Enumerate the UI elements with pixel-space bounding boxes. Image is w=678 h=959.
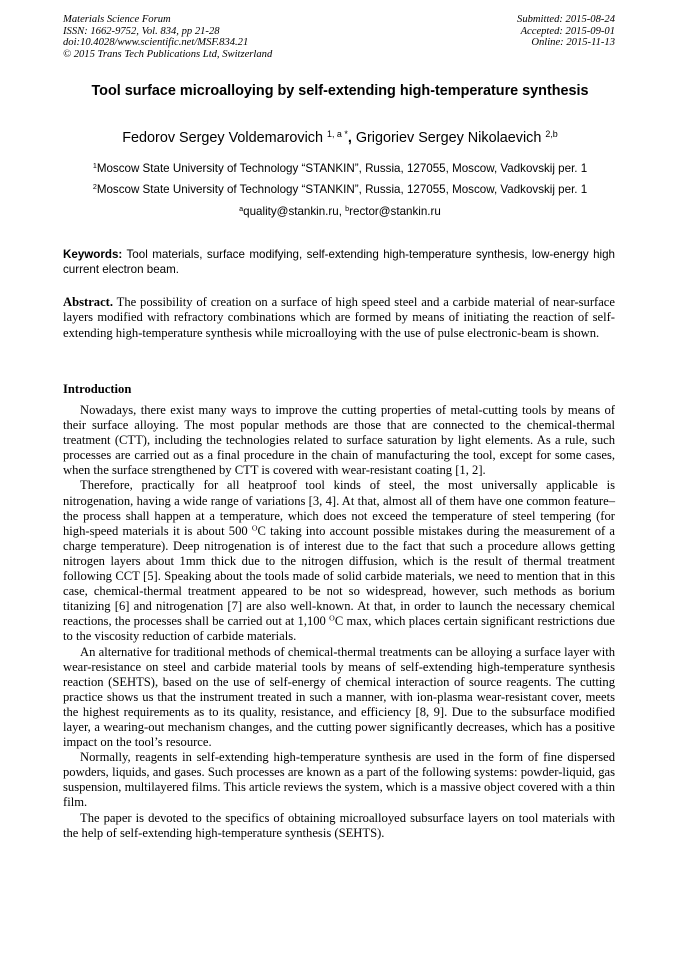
online-date: Online: 2015-11-13: [531, 37, 615, 49]
journal-name: Materials Science Forum: [63, 14, 171, 25]
author-1: Fedorov Sergey Voldemarovich: [122, 130, 328, 146]
doi-line: doi:10.4028/www.scientific.net/MSF.834.21: [63, 37, 249, 49]
paragraph-2-part-3: C max, which places certain significant restrictions due to the viscosity reduction of carbide materials.: [63, 614, 616, 644]
keywords: [63, 247, 615, 277]
degree-marker-1: O: [251, 523, 258, 533]
author-line: [40, 128, 640, 148]
email-b: rector@stankin.ru: [349, 205, 441, 218]
introduction-body: [63, 403, 615, 841]
affiliation-2-marker: 2: [92, 182, 97, 192]
paragraph-1: Nowadays, there exist many ways to improve the cutting properties of metal-cutting tools by means of their surface alloying. The most popular methods are those that are connected to the chemical-thermal treatment (CTT), including the technologies related to surface saturation by light elements. As a rule, such processes are carried out as a final procedure in the chain of manufacturing the tool, except for some cases, when the surface strengthened by CTT is covered with wear-resistant coating [1, 2].: [63, 403, 615, 478]
accepted-date: Accepted: 2015-09-01: [520, 25, 615, 37]
keywords-text: Tool materials, surface modifying, self-extending high-temperature synthesis, low-energy high current electron beam.: [63, 248, 615, 276]
email-b-marker: b: [345, 204, 350, 214]
paper-title: Tool surface microalloying by self-extending high-temperature synthesis: [91, 83, 589, 99]
degree-marker-2: O: [329, 614, 335, 624]
affiliation-2-text: Moscow State University of Technology “STANKIN”, Russia, 127055, Moscow, Vadkovskij per. 1: [96, 183, 588, 196]
email-a-marker: a: [239, 204, 244, 214]
affiliation-1-text: Moscow State University of Technology “STANKIN”, Russia, 127055, Moscow, Vadkovskij per. 1: [96, 162, 588, 175]
affiliation-2: [40, 183, 640, 197]
issn-line: ISSN: 1662-9752, Vol. 834, pp 21-28: [63, 25, 220, 37]
journal-info: [63, 14, 272, 60]
paragraph-2-part-1: Therefore, practically for all heatproof tool kinds of steel, the most universally applicable is nitrogenation, having a wide range of variations [3, 4]. At that, almost all of them have one common feature– the process shall happen at a temperature, which does not exceed the temperature of steel tempering (for high-speed materials it is about 500: [63, 478, 615, 538]
keywords-label: Keywords:: [63, 248, 123, 261]
abstract-label: Abstract.: [63, 295, 114, 309]
abstract-text: The possibility of creation on a surface of high speed steel and a carbide material of near-surface layers modified with refractory combinations which are formed by means of initiating the reaction of self-extending high-temperature synthesis while microalloying with the use of pulse electronic-beam is shown.: [63, 295, 615, 340]
author-2-superscript: 2,b: [545, 129, 558, 140]
section-heading: Introduction: [63, 382, 132, 396]
affiliation-1: [40, 162, 640, 176]
abstract: [63, 295, 615, 341]
copyright-line: © 2015 Trans Tech Publications Ltd, Switzerland: [63, 48, 273, 60]
submitted-date: Submitted: 2015-08-24: [517, 14, 615, 25]
email-a: quality@stankin.ru,: [243, 205, 346, 218]
dates-info: [517, 14, 615, 49]
paragraph-4: Normally, reagents in self-extending high-temperature synthesis are used in the form of fine dispersed powders, liquids, and gases. Such processes are known as a part of the following systems: powder-liquid, gas suspension, multilayered films. This article reviews the system, which is a massive object covered with a thin film.: [63, 750, 615, 810]
paragraph-2: [63, 478, 615, 644]
paragraph-3: An alternative for traditional methods of chemical-thermal treatments can be alloying a surface layer with wear-resistance on steel and carbide material tools by means of self-extending high-temperature synthesis reaction (SEHTS), based on the use of self-energy of chemical interaction of source reagents. The cutting practice shows us that the instrument treated in such a manner, with ion-plasma wear-resistant cover, meets the highest requirements as to its quality, resistance, and efficiency [8, 9]. Due to the subsurface modified layer, a wearing-out mechanism changes, and the cutting power significantly decreases, which has a positive impact on the tool’s resource.: [63, 644, 615, 750]
author-separator: ,: [347, 130, 356, 146]
email-line: [40, 205, 640, 219]
affiliation-1-marker: 1: [92, 161, 97, 171]
paragraph-2-part-2: C taking into account possible mistakes during the measurement of a charge temperature). Deep nitrogenation is of interest due to the fact that such a procedure allows getting nitrogen layers about 1mm thick due to the nitrogen diffusion, which is the result of thermal treatment following CCT [5]. Speaking about the tools made of solid carbide materials, we need to mention that in this case, chemical-thermal treatment appeared to be not so widespread, however, such methods as borium titanizing [6] and nitrogenation [7] are also well-known. At that, in order to launch the necessary chemical reactions, the processes shall be carried out at 1,100: [63, 523, 615, 629]
paragraph-5: The paper is devoted to the specifics of obtaining microalloyed subsurface layers on tool materials with the help of self-extending high-temperature synthesis (SEHTS).: [63, 810, 615, 840]
author-2: Grigoriev Sergey Nikolaevich: [355, 130, 546, 146]
author-1-superscript: 1, a *: [327, 129, 348, 140]
